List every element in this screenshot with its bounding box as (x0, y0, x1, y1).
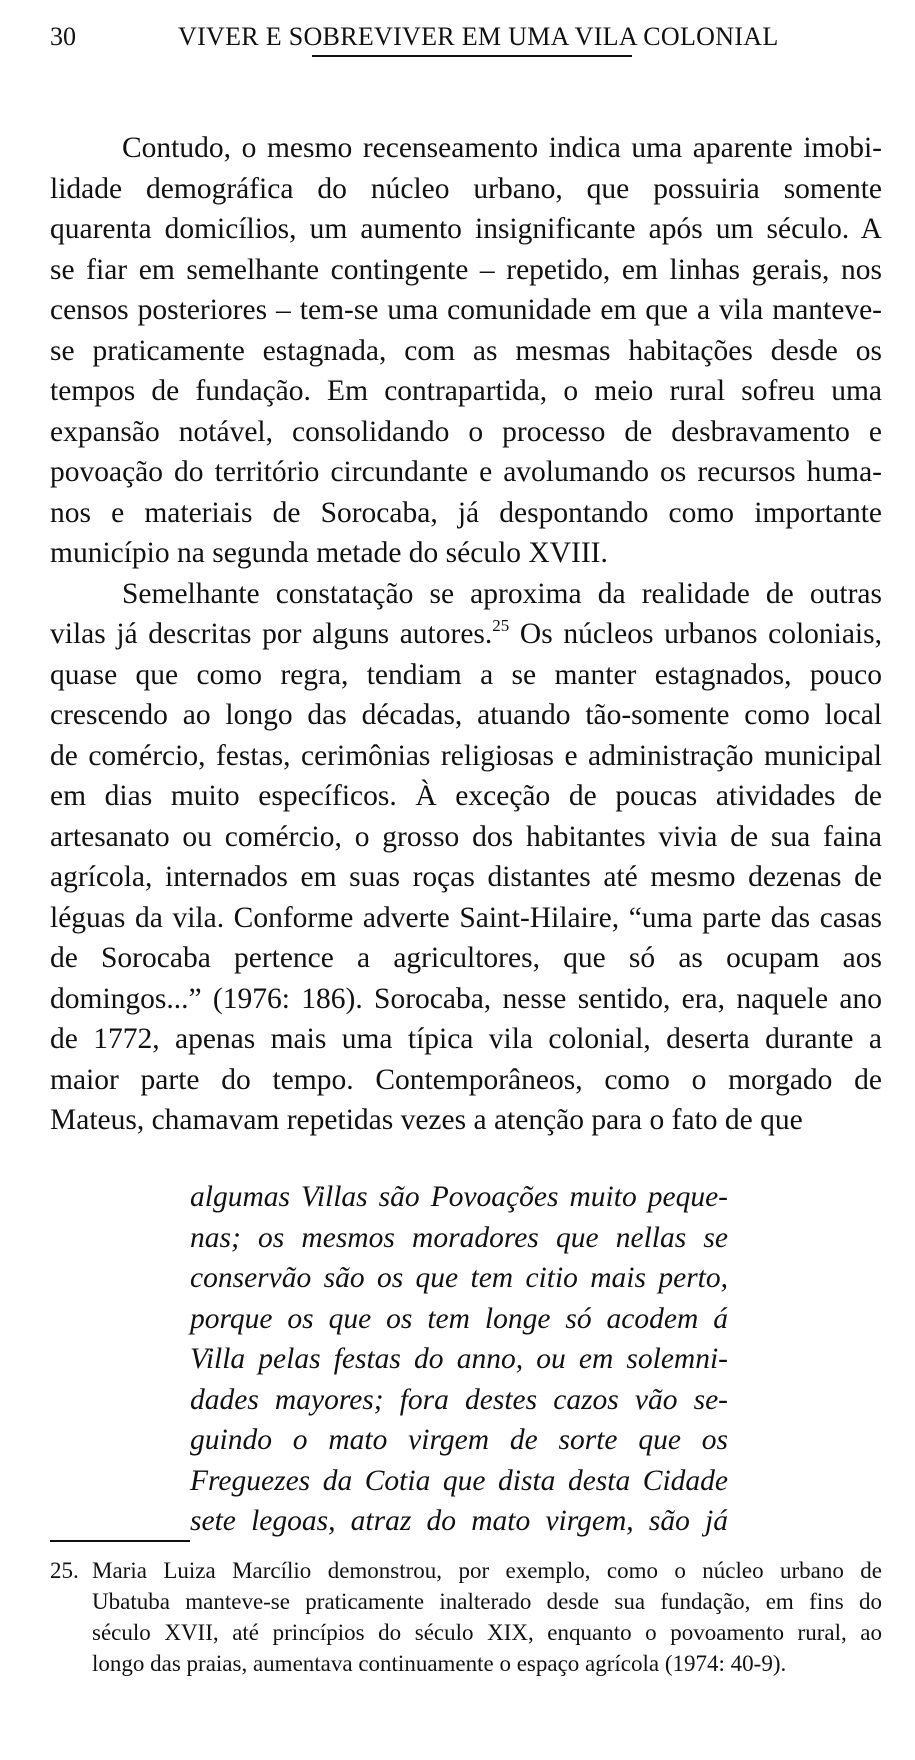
text-line: maior parte do tempo. Contemporâneos, como o morgado de (50, 1063, 882, 1096)
text-line: de comércio, festas, cerimônias religiosas e administração municipal (50, 739, 882, 772)
quote-line: Freguezes da Cotia que dista desta Cidade (190, 1464, 728, 1497)
text-line-with-footnote-ref (50, 614, 882, 655)
text-line: Mateus, chamavam repetidas vezes a atenção para o fato de que (50, 1104, 803, 1136)
text-line: em dias muito específicos. À exceção de poucas atividades de (50, 780, 882, 812)
text-line: lidade demográfica do núcleo urbano, que possuiria somente (50, 172, 882, 205)
quote-line: Villa pelas festas do anno, ou em solemni- (190, 1343, 728, 1375)
quote-line: sete legoas, atraz do mato virgem, são já (190, 1505, 728, 1537)
text-line: tempos de fundação. Em contrapartida, o meio rural sofreu uma (50, 375, 882, 407)
text-line: léguas da vila. Conforme adverte Saint-Hilaire, “uma parte das casas (50, 901, 882, 934)
quote-line: nas; os mesmos moradores que nellas se (190, 1221, 728, 1254)
footnote-number: 25. (50, 1558, 79, 1583)
footnote-separator (50, 1540, 190, 1542)
quote-line: guindo o mato virgem de sorte que os (190, 1424, 728, 1456)
running-title: VIVER E SOBREVIVER EM UMA VILA COLONIAL (178, 22, 779, 51)
title-underline (312, 55, 632, 57)
text-line: Contudo, o mesmo recenseamento indica uma aparente imobi- (122, 132, 882, 164)
paragraph-1 (50, 128, 882, 574)
running-header (50, 22, 875, 62)
footnote-line: longo das praias, aumentava continuamente o espaço agrícola (1974: 40-9). (92, 1651, 787, 1676)
footnote-line: século XVII, até princípios do século XIX, enquanto o povoamento rural, ao (92, 1620, 882, 1645)
text-line: quarenta domicílios, um aumento insignificante após um século. A (50, 213, 882, 245)
text-line: domingos...” (1976: 186). Sorocaba, nesse sentido, era, naquele ano (50, 982, 882, 1015)
text-line: expansão notável, consolidando o processo de desbravamento e (50, 415, 882, 448)
text-line: nos e materiais de Sorocaba, já despontando como importante (50, 496, 882, 529)
text-line: de 1772, apenas mais uma típica vila colonial, deserta durante a (50, 1023, 882, 1055)
body-text (50, 128, 882, 1141)
page-number: 30 (50, 22, 76, 51)
block-quote (190, 1177, 728, 1542)
text-line: artesanato ou comércio, o grosso dos habitantes vivia de sua faina (50, 820, 882, 853)
text-line: crescendo ao longo das décadas, atuando tão-somente como local (50, 699, 882, 731)
text-line: povoação do território circundante e avolumando os recursos huma- (50, 456, 882, 488)
footnote-reference[interactable]: 25 (492, 616, 510, 635)
footnote (50, 1555, 882, 1679)
text-line: de Sorocaba pertence a agricultores, que só as ocupam aos (50, 942, 882, 974)
text-line: se praticamente estagnada, com as mesmas habitações desde os (50, 334, 882, 367)
footnote-line: Ubatuba manteve-se praticamente inalterado desde sua fundação, em fins do (92, 1589, 882, 1614)
text-line: Semelhante constatação se aproxima da realidade de outras (122, 577, 882, 610)
text-segment: vilas já descritas por alguns autores. (50, 618, 493, 650)
text-line: quase que como regra, tendiam a se manter estagnados, pouco (50, 658, 882, 691)
text-line: se fiar em semelhante contingente – repetido, em linhas gerais, nos (50, 253, 882, 286)
quote-line: conservão são os que tem citio mais perto, (190, 1262, 728, 1294)
quote-line: algumas Villas são Povoações muito peque- (190, 1181, 728, 1213)
footnote-line (50, 1555, 882, 1586)
text-segment: Os núcleos urbanos coloniais, (509, 618, 882, 650)
text-line: censos posteriores – tem-se uma comunidade em que a vila manteve- (50, 294, 882, 326)
quote-line: dades mayores; fora destes cazos vão se- (190, 1383, 728, 1416)
text-line: agrícola, internados em suas roças distantes até mesmo dezenas de (50, 861, 882, 893)
paragraph-2 (50, 574, 882, 1141)
footnote-text: Maria Luiza Marcílio demonstrou, por exemplo, como o núcleo urbano de (92, 1558, 882, 1583)
text-line: município na segunda metade do século XVIII. (50, 537, 608, 569)
quote-line: porque os que os tem longe só acodem á (190, 1302, 728, 1335)
